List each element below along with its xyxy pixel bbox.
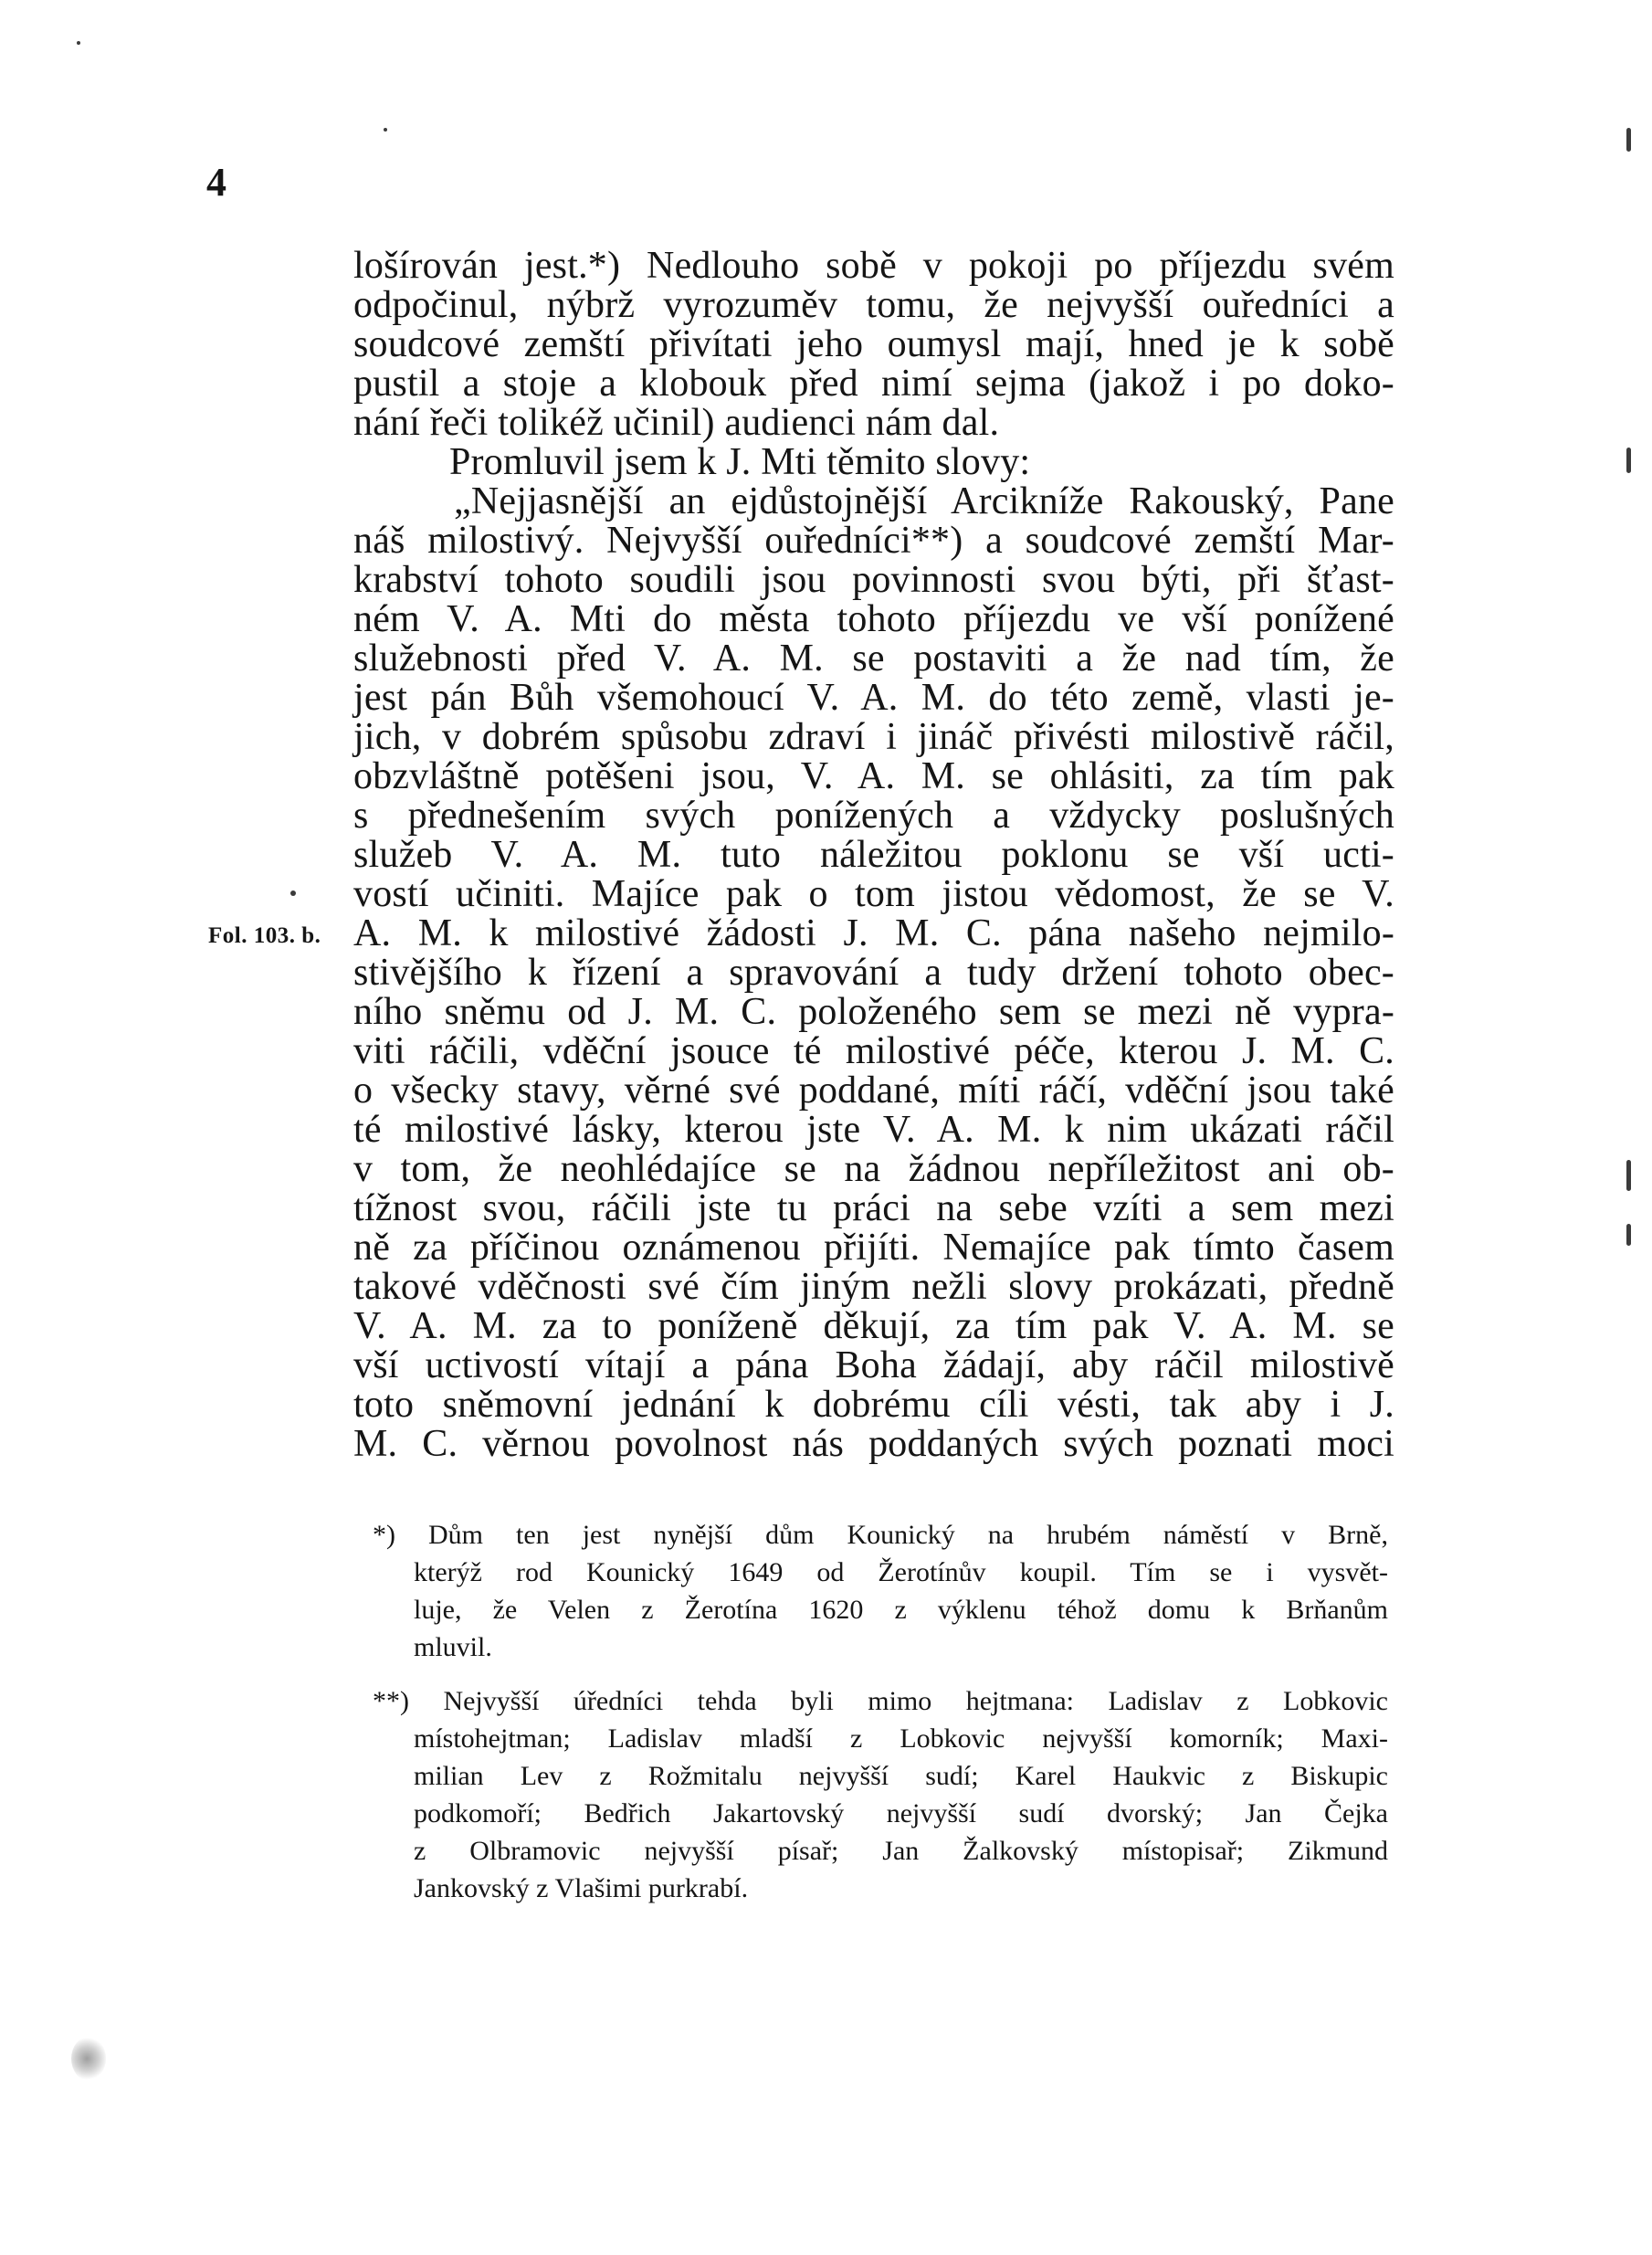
text-line: odpočinul, nýbrž vyrozuměv tomu, že nejvyšší ouředníci a [353,284,1394,326]
text-line: toto sněmovní jednání k dobrému cíli vésti, tak aby i J. [353,1384,1394,1426]
text-line: té milostivé lásky, kterou jste V. A. M. k nim ukázati ráčil [353,1109,1394,1151]
footnote-line: podkomoří; Bedřich Jakartovský nejvyšší sudí dvorský; Jan Čejka [414,1798,1388,1828]
text-line: s přednešením svých ponížených a vždycky poslušných [353,795,1394,837]
scan-speck [384,128,387,132]
footnote-line: kterýž rod Kounický 1649 od Žerotínův koupil. Tím se i vysvět- [414,1557,1388,1587]
text-line: náš milostivý. Nejvyšší ouředníci**) a soudcové zemští Mar- [353,520,1394,562]
text-line: o všecky stavy, věrné své poddané, míti ráčí, vděční jsou také [353,1070,1394,1112]
text-line: takové vděčnosti své čím jiným nežli slovy prokázati, předně [353,1266,1394,1308]
text-line: obzvláštně potěšeni jsou, V. A. M. se ohlásiti, za tím pak [353,755,1394,797]
page-number: 4 [206,160,226,205]
footnote-line: mluvil. [414,1632,492,1662]
text-line: stivějšího k řízení a spravování a tudy držení tohoto obec- [353,952,1394,994]
footnote-line: z Olbramovic nejvyšší písař; Jan Žalkovský místopisař; Zikmund [414,1836,1388,1866]
text-line: ně za příčinou oznámenou přijíti. Nemajíce pak tímto časem [353,1227,1394,1269]
text-line: pustil a stoje a klobouk před nimí sejma (jakož i po doko- [353,363,1394,405]
footnote-line: Jankovský z Vlašimi purkrabí. [414,1873,749,1903]
text-line: M. C. věrnou povolnost nás poddaných svých poznati moci [353,1423,1394,1465]
text-line: služebnosti před V. A. M. se postaviti a že nad tím, že [353,638,1394,680]
footnote-1 [373,1516,1388,1666]
footnote-line: **) Nejvyšší úředníci tehda byli mimo hejtmana: Ladislav z Lobkovic [373,1686,1388,1716]
text-line: vší uctivostí vítají a pána Boha žádají, aby ráčil milostivě [353,1344,1394,1386]
text-line: tížnost svou, ráčili jste tu práci na sebe vzíti a sem mezi [353,1187,1394,1229]
footnotes [373,1516,1388,1923]
scan-speck [77,41,80,45]
text-line: soudcové zemští přivítati jeho oumysl mají, hned je k sobě [353,323,1394,365]
scan-edge-mark [1626,448,1631,473]
text-line: krabství tohoto soudili jsou povinnosti svou býti, při šťast- [353,559,1394,601]
footnote-2 [373,1682,1388,1907]
ink-smudge [71,2037,106,2081]
text-line: lošírován jest.*) Nedlouho sobě v pokoji po příjezdu svém [353,245,1394,287]
main-text-block [353,247,1394,1464]
text-line: v tom, že neohlédajíce se na žádnou nepříležitost ani ob- [353,1148,1394,1190]
text-line: ném V. A. Mti do města tohoto příjezdu ve vší ponížené [353,598,1394,640]
scan-edge-mark [1626,1224,1631,1246]
footnote-line: *) Dům ten jest nynější dům Kounický na hrubém náměstí v Brně, [373,1520,1388,1550]
footnote-line: luje, že Velen z Žerotína 1620 z výklenu téhož domu k Brňanům [414,1595,1388,1625]
text-line: jich, v dobrém spůsobu zdraví i jináč přivésti milostivě ráčil, [353,716,1394,758]
text-line: viti ráčili, vděční jsouce té milostivé péče, kterou J. M. C. [353,1030,1394,1072]
text-line: A. M. k milostivé žádosti J. M. C. pána našeho nejmilo- [353,912,1394,954]
text-line: Promluvil jsem k J. Mti těmito slovy: [449,441,1031,483]
scan-speck [1626,1238,1630,1241]
text-line: služeb V. A. M. tuto náležitou poklonu se vší ucti- [353,834,1394,876]
text-line: vostí učiniti. Majíce pak o tom jistou vědomost, že se V. [353,873,1394,915]
scan-edge-mark [1626,128,1631,152]
scan-speck [290,890,296,896]
text-line: jest pán Bůh všemohoucí V. A. M. do této země, vlasti je- [353,677,1394,719]
footnote-line: místohejtman; Ladislav mladší z Lobkovic nejvyšší komorník; Maxi- [414,1723,1388,1754]
footnote-line: milian Lev z Rožmitalu nejvyšší sudí; Karel Haukvic z Biskupic [414,1761,1388,1791]
folio-margin-note: Fol. 103. b. [208,923,321,948]
text-line: ního sněmu od J. M. C. položeného sem se mezi ně vypra- [353,991,1394,1033]
scan-edge-mark [1626,1160,1631,1191]
text-line: V. A. M. za to poníženě děkují, za tím pak V. A. M. se [353,1305,1394,1347]
text-line: „Nejjasnější an ejdůstojnější Arcikníže Rakouský, Pane [454,480,1394,522]
text-line: nání řeči tolikéž učinil) audienci nám dal. [353,402,1000,444]
